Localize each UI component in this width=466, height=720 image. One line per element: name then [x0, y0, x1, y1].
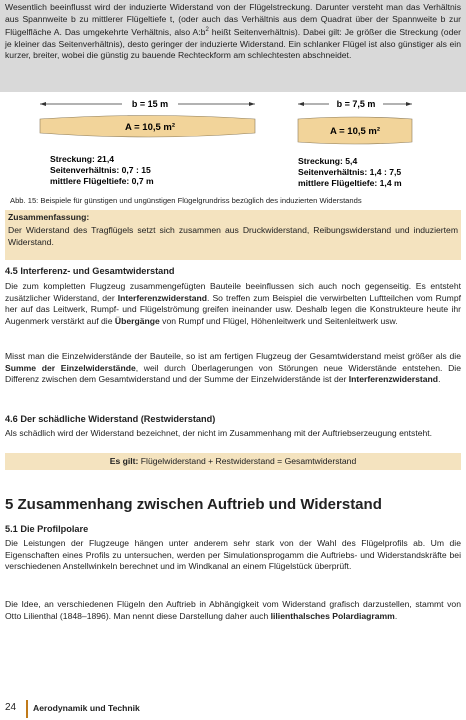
- right-stretch: Streckung: 5,4: [298, 156, 358, 166]
- summary-box: [5, 210, 461, 260]
- right-wing-area: A = 10,5 m²: [329, 126, 381, 137]
- bold-term: Interferenzwiderstand: [348, 374, 439, 385]
- text-run: Die zum kompletten Flugzeug zusammengefügten Bauteile beeinflussen sich auch noch gegenseitig. Es entsteht zusätzlicher Widerstand, der: [5, 281, 461, 303]
- text-run: .: [438, 374, 441, 385]
- right-span-arrow-start: [298, 102, 304, 106]
- bold-term: lilienthalsches Polardiagramm: [270, 610, 395, 621]
- intro-text-part: heißt Seitenverhältnis). Dabei gilt: Je größer die Streckung (oder je kleiner das Seitenverhältnis), desto geringer der induzierte Widerstand. Ein schlanker Flügel ist also günstiger als ein kurzer, breiter, wobei die günstig zu bauende Rechteckform am schlechtesten abschneidet.: [5, 27, 461, 61]
- summary-text: Der Widerstand des Tragflügels setzt sich zusammen aus Druckwiderstand, Reibungswiderstand und induziertem Widerstand.: [8, 225, 458, 247]
- intro-superscript: 2: [205, 27, 209, 34]
- formula-label: Es gilt:: [109, 456, 139, 466]
- right-span-label: b = 7,5 m: [336, 99, 376, 109]
- formula-text: Flügelwiderstand + Restwiderstand = Gesamtwiderstand: [138, 456, 357, 466]
- section-4-6-text: Als schädlich wird der Widerstand bezeichnet, der nicht im Zusammenhang mit der Auftriebserzeugung entsteht.: [5, 428, 433, 438]
- section-4-6-heading: 4.6 Der schädliche Widerstand (Restwiderstand): [5, 414, 216, 424]
- footer-title: Aerodynamik und Technik: [33, 703, 140, 713]
- formula-box: [5, 453, 461, 470]
- text-run: Die Idee, an verschiedenen Flügeln den Auftrieb in Abhängigkeit vom Widerstand grafisch darzustellen, stammt von Otto Lilienthal (1848–1896). Man nennt diese Darstellung daher auch: [5, 599, 461, 621]
- intro-text-part: Wesentlich beeinflusst wird der induzierte Widerstand von der Flügelstreckung. Darunter versteht man das Verhältnis aus Spannweite b zu mittlerer Flügeltiefe t, (oder auch das Verhältnis aus dem Quadrat über der Spannweite b zur Flügelfläche A. Das umgekehrte Verhältnis, also A:b: [5, 2, 461, 38]
- right-chord: mittlere Flügeltiefe: 1,4 m: [298, 178, 402, 188]
- section-5-1-paragraph-1: Die Leistungen der Flugzeuge hängen unter anderem sehr stark von der Wahl des Flügelprofils ab. Um die Eigenschaften eines Profils zu untersuchen, werden per Simulationsprogamm die Auftriebs- und Widerstandskräfte bei verschiedenen Anstellwinkeln berechnet und im Windkanal an einem Flügelstück überprüft.: [5, 538, 461, 572]
- page-footer: [0, 700, 466, 720]
- left-span-arrow-start: [40, 102, 46, 106]
- left-chord: mittlere Flügeltiefe: 0,7 m: [50, 176, 154, 186]
- bold-term: Übergänge: [114, 315, 160, 326]
- left-span-label: b = 15 m: [131, 99, 169, 109]
- left-span-arrow-end: [249, 102, 255, 106]
- section-5-1-heading: 5.1 Die Profilpolare: [5, 524, 89, 534]
- text-run: Misst man die Einzelwiderstände der Bauteile, so ist am fertigen Flugzeug der Gesamtwiderstand meist größer als die: [5, 351, 461, 361]
- left-stretch: Streckung: 21,4: [50, 154, 114, 164]
- right-span-arrow-end: [406, 102, 412, 106]
- footer-divider: [26, 700, 28, 718]
- bold-term: Interferenzwiderstand: [117, 292, 208, 303]
- section-4-5-heading: 4.5 Interferenz- und Gesamtwiderstand: [5, 266, 175, 276]
- intro-text: [5, 2, 461, 62]
- intro-box: [0, 0, 466, 92]
- left-wing-area: A = 10,5 m²: [124, 122, 176, 133]
- section-4-5-paragraph-1: [5, 281, 461, 327]
- section-4-5-paragraph-2: [5, 351, 461, 386]
- left-ratio: Seitenverhältnis: 0,7 : 15: [50, 165, 151, 175]
- page-number: 24: [5, 702, 17, 713]
- bold-term: Summe der Einzelwiderstände: [5, 362, 136, 373]
- figure-caption: Abb. 15: Beispiele für günstigen und ungünstigen Flügelgrundriss bezüglich des induzierten Widerstands: [10, 196, 362, 205]
- text-run: , weil durch Überlagerungen von Störungen neue Widerstände entstehen. Die Differenz zwischen dem Gesamtwiderstand und der Summe der Einzelwiderstände ist der: [5, 362, 461, 385]
- chapter-5-heading: 5 Zusammenhang zwischen Auftrieb und Widerstand: [5, 496, 382, 513]
- right-ratio: Seitenverhältnis: 1,4 : 7,5: [298, 167, 402, 177]
- text-run: von Rumpf und Flügel, Höhenleitwerk und Seitenleitwerk usw.: [159, 315, 398, 326]
- wing-figure: [0, 95, 466, 205]
- text-run: . So treffen zum Beispiel die verwirbelten Luftteilchen vom Rumpf her auf das Leitwerk, Rumpf- und Flügelströmung greifen ineinander usw. Deshalb legen die Konstrukteure heute ihr Augenmerk verstärkt auf die: [5, 292, 461, 326]
- section-5-1-paragraph-2: [5, 599, 461, 622]
- text-run: .: [394, 610, 398, 621]
- summary-title: Zusammenfassung:: [8, 212, 90, 222]
